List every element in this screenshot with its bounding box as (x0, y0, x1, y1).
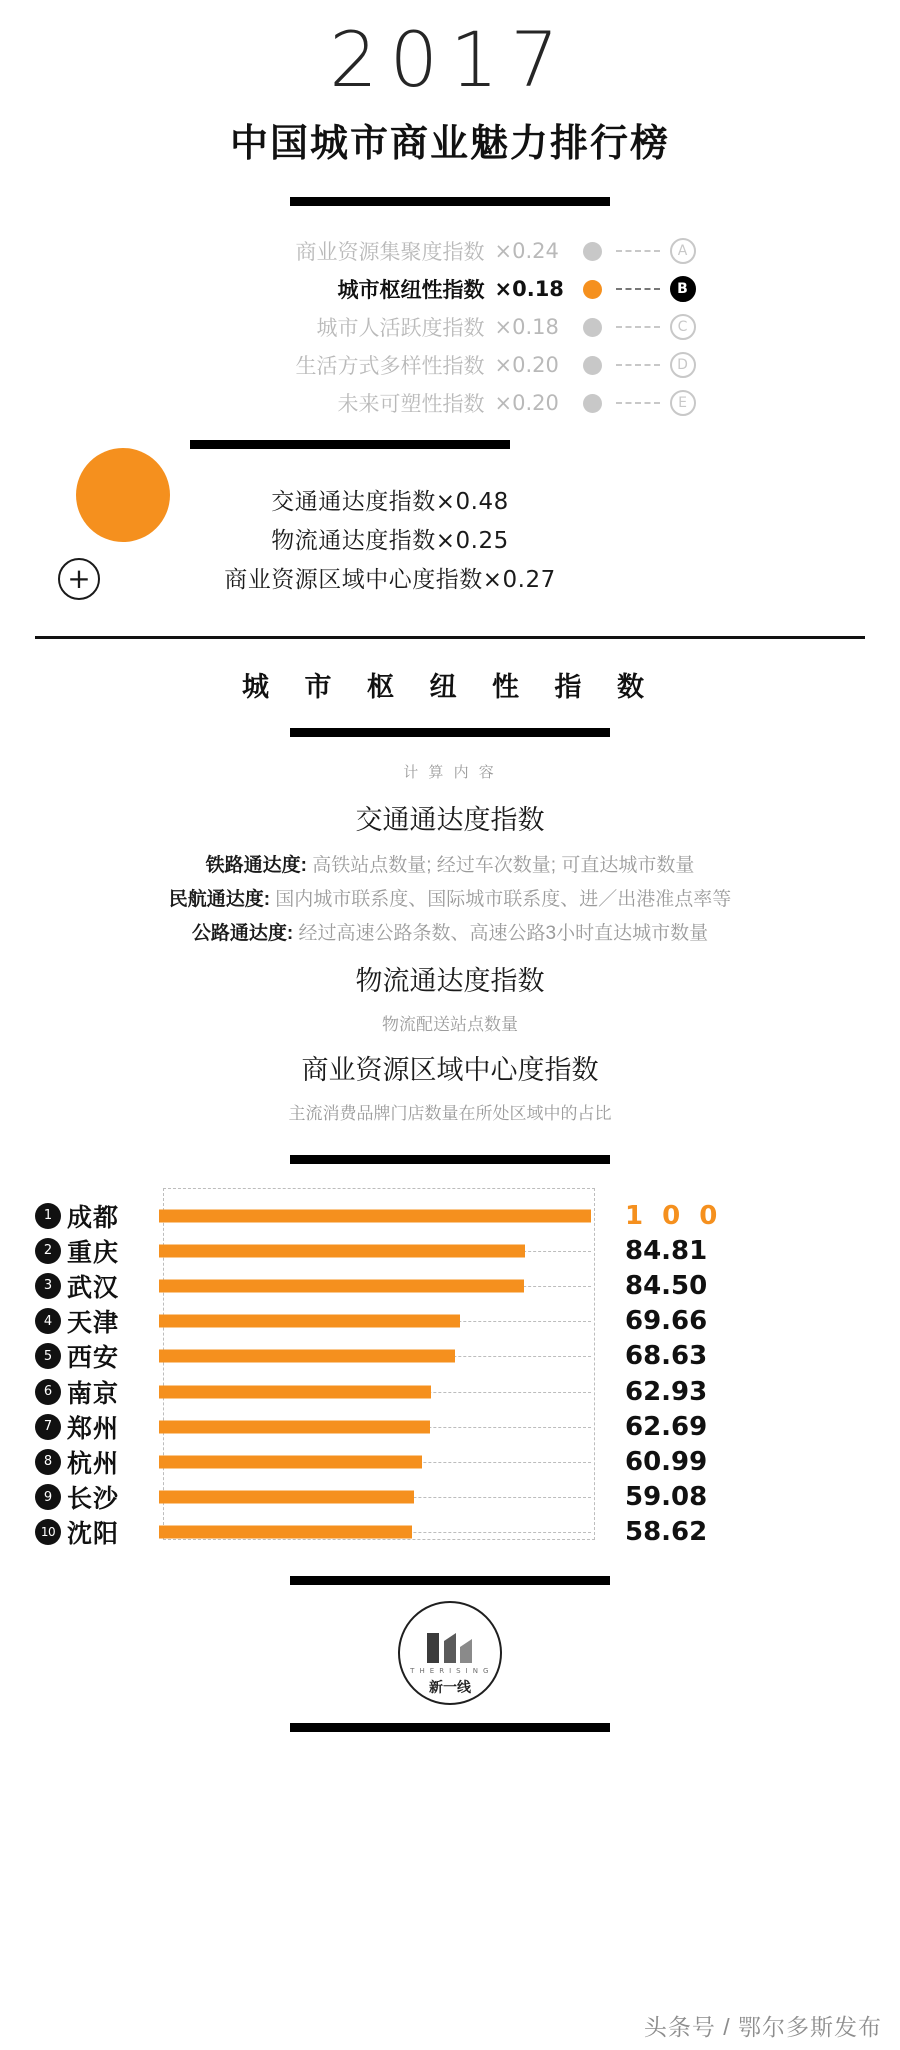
index-weight-list (0, 232, 900, 422)
city-name: 长沙 (67, 1485, 120, 1514)
calc-group-title: 商业资源区域中心度指数 (301, 1055, 599, 1085)
value-label: 59.08 (625, 1482, 708, 1513)
value-bar (159, 1244, 525, 1257)
page-year: 2017 (329, 15, 571, 104)
calc-row-text: 国内城市联系度、国际城市联系度、进／出港准点率等 (275, 889, 732, 910)
page-title: 中国城市商业魅力排行榜 (229, 123, 670, 165)
weight-row-e (0, 384, 900, 422)
rising-mark-icon (427, 1633, 473, 1668)
calc-group-title: 交通通达度指数 (355, 805, 545, 835)
divider-section (290, 728, 610, 737)
city-name: 杭州 (67, 1449, 120, 1478)
calc-row (0, 883, 900, 917)
weight-label: 生活方式多样性指数 (295, 355, 485, 378)
weight-value: ×0.20 (494, 353, 559, 377)
bar-track (159, 1339, 591, 1374)
value-label: 68.63 (625, 1341, 708, 1372)
bar-track (159, 1374, 591, 1409)
calc-row-key: 公路通达度: (191, 923, 294, 944)
weight-dot-icon (583, 394, 602, 413)
value-label: 62.69 (625, 1411, 708, 1442)
bar-track (159, 1409, 591, 1444)
value-bar (159, 1350, 455, 1363)
value-label: 60.99 (625, 1446, 708, 1477)
value-label: 84.50 (625, 1270, 708, 1301)
value-bar (159, 1385, 431, 1398)
dashed-connector-icon (616, 288, 660, 290)
calc-group-note: 物流配送站点数量 (382, 1015, 518, 1034)
weight-row-a (0, 232, 900, 270)
weight-tag-badge: B (670, 276, 696, 302)
divider-top (290, 197, 610, 206)
city-name: 沈阳 (67, 1520, 120, 1549)
logo-circle (398, 1601, 502, 1705)
logo-caption-cn: 新一线 (429, 1678, 471, 1695)
bar-track (159, 1480, 591, 1515)
table-row (35, 1233, 865, 1268)
calc-row-text: 高铁站点数量; 经过车次数量; 可直达城市数量 (312, 855, 695, 876)
city-name: 西安 (67, 1344, 120, 1373)
value-bar (159, 1315, 460, 1328)
weight-dot-icon (583, 318, 602, 337)
header (0, 0, 900, 167)
value-label: 62.93 (625, 1376, 708, 1407)
calc-row (0, 849, 900, 883)
formula-line: 物流通达度指数×0.25 (271, 527, 509, 554)
formula-line: 商业资源区域中心度指数×0.27 (224, 566, 556, 593)
table-row (35, 1339, 865, 1374)
weight-tag-badge: A (670, 238, 696, 264)
table-row (35, 1444, 865, 1479)
weight-label: 城市枢纽性指数 (337, 279, 485, 302)
value-bar (159, 1279, 524, 1292)
dashed-connector-icon (616, 364, 660, 366)
rank-badge: 5 (35, 1343, 61, 1369)
value-label: 1 0 0 (625, 1200, 723, 1231)
table-row (35, 1480, 865, 1515)
rank-badge: 9 (35, 1484, 61, 1510)
plus-icon: + (58, 558, 100, 600)
rank-badge: 7 (35, 1414, 61, 1440)
section-title: 城 市 枢 纽 性 指 数 (241, 672, 658, 702)
dashed-connector-icon (616, 326, 660, 328)
calc-group-note: 主流消费品牌门店数量在所处区域中的占比 (288, 1104, 612, 1123)
value-bar (159, 1491, 414, 1504)
table-row (35, 1268, 865, 1303)
formula-line: 交通通达度指数×0.48 (271, 488, 509, 515)
rank-badge: 2 (35, 1238, 61, 1264)
calculation-content (0, 761, 900, 1129)
weight-label: 城市人活跃度指数 (316, 317, 485, 340)
weight-row-d (0, 346, 900, 384)
bar-track (159, 1304, 591, 1339)
value-label: 84.81 (625, 1235, 708, 1266)
calc-row-text: 经过高速公路条数、高速公路3小时直达城市数量 (298, 923, 709, 944)
weight-dot-icon (583, 356, 602, 375)
weight-tag-badge: D (670, 352, 696, 378)
calc-row (0, 917, 900, 951)
bar-track (159, 1444, 591, 1479)
footer-logo (0, 1601, 900, 1705)
weight-value: ×0.24 (494, 239, 559, 263)
table-row (35, 1198, 865, 1233)
divider-chart (290, 1155, 610, 1164)
formula-block (0, 440, 900, 630)
calc-row-key: 民航通达度: (168, 889, 271, 910)
weight-dot-icon (583, 280, 602, 299)
value-label: 58.62 (625, 1517, 708, 1548)
rank-badge: 6 (35, 1379, 61, 1405)
weight-label: 未来可塑性指数 (337, 393, 485, 416)
rank-badge: 10 (35, 1519, 61, 1545)
ranking-chart (35, 1164, 865, 1550)
calc-kicker: 计 算 内 容 (403, 764, 497, 781)
city-name: 天津 (67, 1309, 120, 1338)
value-label: 69.66 (625, 1306, 708, 1337)
weight-row-b (0, 270, 900, 308)
divider-formula (190, 440, 510, 449)
weight-label: 商业资源集聚度指数 (295, 241, 485, 264)
dashed-connector-icon (616, 402, 660, 404)
calc-group-title: 物流通达度指数 (355, 966, 545, 996)
value-bar (159, 1209, 591, 1222)
rank-badge: 8 (35, 1449, 61, 1475)
value-bar (159, 1420, 430, 1433)
weight-value: ×0.20 (494, 391, 559, 415)
table-row (35, 1304, 865, 1339)
weight-value: ×0.18 (494, 277, 564, 301)
city-name: 武汉 (67, 1273, 120, 1302)
bar-track (159, 1198, 591, 1233)
table-row (35, 1515, 865, 1550)
divider-footer-top (290, 1576, 610, 1585)
weight-value: ×0.18 (494, 315, 559, 339)
city-name: 郑州 (67, 1414, 120, 1443)
dashed-connector-icon (616, 250, 660, 252)
city-name: 成都 (67, 1203, 120, 1232)
bar-track (159, 1515, 591, 1550)
rank-badge: 4 (35, 1308, 61, 1334)
table-row (35, 1374, 865, 1409)
rank-badge: 3 (35, 1273, 61, 1299)
value-bar (159, 1526, 412, 1539)
weight-tag-badge: C (670, 314, 696, 340)
weight-row-c (0, 308, 900, 346)
divider-footer-bottom (290, 1723, 610, 1732)
bar-track (159, 1268, 591, 1303)
bar-track (159, 1233, 591, 1268)
weight-tag-badge: E (670, 390, 696, 416)
city-name: 重庆 (67, 1238, 120, 1267)
formula-lines (110, 482, 670, 599)
table-row (35, 1409, 865, 1444)
divider-thin (35, 636, 865, 639)
weight-dot-icon (583, 242, 602, 261)
credit-text: 头条号 / 鄂尔多斯发布 (643, 2014, 882, 2040)
calc-row-key: 铁路通达度: (205, 855, 307, 876)
logo-caption-en: T H E R I S I N G (410, 1666, 490, 1675)
value-bar (159, 1455, 422, 1468)
rank-badge: 1 (35, 1203, 61, 1229)
city-name: 南京 (67, 1379, 120, 1408)
